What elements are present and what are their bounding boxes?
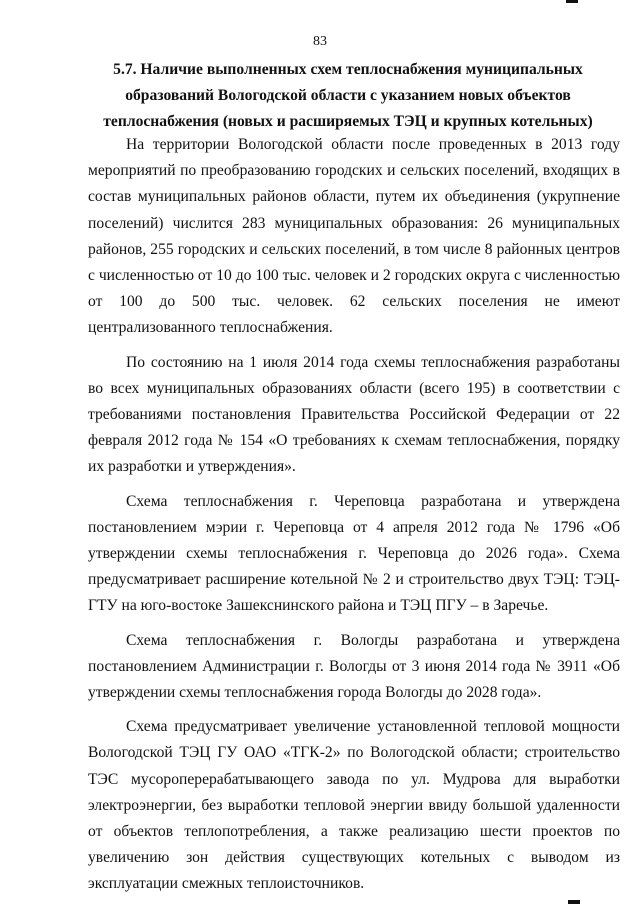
body-text <box>88 132 620 906</box>
paragraph-vologda-plan: Схема предусматривает увеличение установленной тепловой мощности Вологодской ТЭЦ ГУ ОАО «ТГК-2» по Вологодской области; строительство ТЭС мусороперерабатывающего завода по ул. Мудрова для выработки электроэнергии, без выработки тепловой энергии ввиду большой удаленности от объектов теплопотребления, а также реализацию шести проектов по увеличению зон действия существующих котельных с выводом из эксплуатации смежных теплоисточников. <box>88 718 620 893</box>
paragraph-vologda-scheme: Схема теплоснабжения г. Вологды разработана и утверждена постановлением Администрации г. Вологды от 3 июня 2014 года № 3911 «Об утверждении схемы теплоснабжения города Вологды до 2028 года». <box>88 631 620 702</box>
paragraph-schemes-status: По состоянию на 1 июля 2014 года схемы теплоснабжения разработаны во всех муниципальных образованиях области (всего 195) в соответствии с требованиями постановления Правительства Российской Федерации от 22 февраля 2012 года № 154 «О требованиях к схемам теплоснабжения, порядку их разработки и утверждения». <box>88 353 620 476</box>
section-heading: 5.7. Наличие выполненных схем теплоснабжения муниципальных образований Вологодской области с указанием новых объектов теплоснабжения (новых и расширяемых ТЭЦ и крупных котельных) <box>103 61 593 130</box>
page-number: 83 <box>313 34 327 49</box>
paragraph-cherepovets-scheme: Схема теплоснабжения г. Череповца разработана и утверждена постановлением мэрии г. Череповца от 4 апреля 2012 года № 1796 «Об утверждении схемы теплоснабжения г. Череповца до 2026 года». Схема предусматривает расширение котельной № 2 и строительство двух ТЭЦ: ТЭЦ-ГТУ на юго-востоке Зашекснинского района и ТЭЦ ПГУ – в Заречье. <box>88 492 620 615</box>
scan-mark-top <box>566 0 578 3</box>
scan-mark-bottom <box>568 900 580 904</box>
paragraph-municipalities: На территории Вологодской области после проведенных в 2013 году мероприятий по преобразованию городских и сельских поселений, входящих в состав муниципальных районов области, путем их объединения (укрупнение поселений) числится 283 муниципальных образования: 26 муниципальных районов, 255 городских и сельских поселений, в том числе 8 районных центров с численностью от 10 до 100 тыс. человек и 2 городских округа с численностью от 100 до 500 тыс. человек. 62 сельских поселения не имеют централизованного теплоснабжения. <box>88 136 620 337</box>
